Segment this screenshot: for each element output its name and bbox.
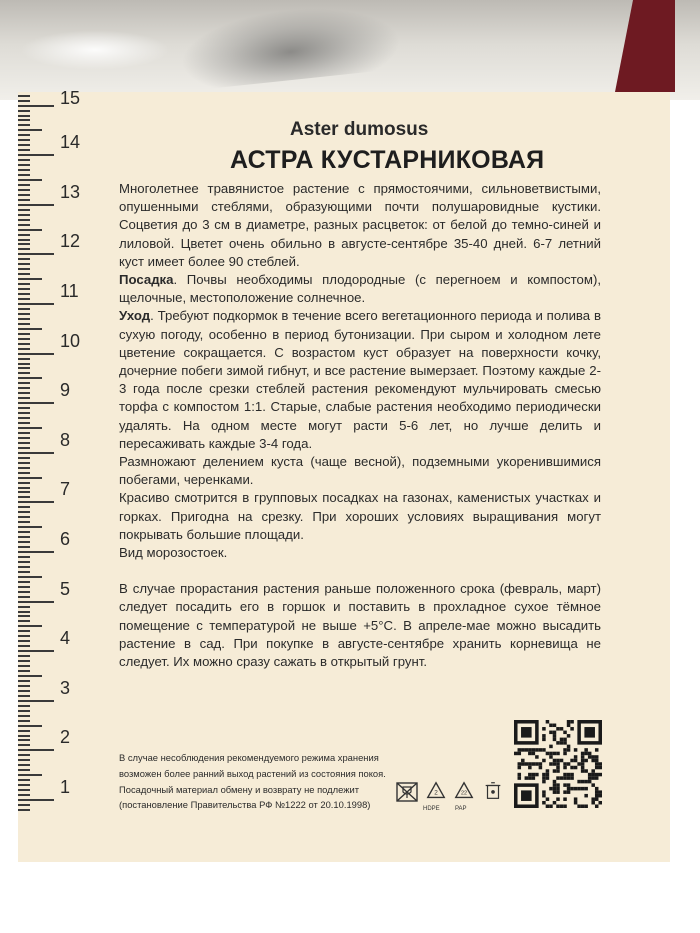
ruler-tick [18, 234, 30, 236]
ruler-tick [18, 164, 30, 166]
ruler-tick [18, 675, 42, 677]
paragraph-gap [119, 562, 601, 580]
ruler-tick [18, 243, 30, 245]
storage-line-3: Посадочный материал обмену и возврату не подлежит [119, 783, 360, 795]
ruler-number: 7 [60, 479, 71, 500]
ruler-tick [18, 700, 54, 702]
pap-label: PAP [455, 806, 467, 812]
ruler-tick [18, 774, 42, 776]
ruler-tick [18, 159, 30, 161]
ruler-tick [18, 462, 30, 464]
hardiness-paragraph: Вид морозостоек. [119, 545, 228, 561]
ruler-tick [18, 387, 30, 389]
ruler-tick [18, 670, 30, 672]
ruler-tick [18, 452, 54, 454]
ruler-tick [18, 640, 30, 642]
ruler-tick [18, 601, 54, 603]
ruler-tick [18, 725, 42, 727]
ruler-tick [18, 606, 30, 608]
ruler-tick [18, 526, 42, 528]
ruler-tick [18, 184, 30, 186]
ruler-tick [18, 273, 30, 275]
ruler-tick [18, 209, 30, 211]
ruler-tick [18, 100, 30, 102]
maroon-packaging-corner [615, 0, 675, 92]
ruler-tick [18, 735, 30, 737]
ruler-tick [18, 720, 30, 722]
ruler-tick [18, 338, 30, 340]
ruler-tick [18, 412, 30, 414]
bag-crease-shadow [177, 0, 403, 91]
latin-name: Aster dumosus [290, 119, 429, 140]
ruler-tick [18, 432, 30, 434]
ruler-number: 13 [60, 181, 81, 202]
ruler-tick [18, 174, 30, 176]
ruler-tick [18, 248, 30, 250]
ruler-tick [18, 194, 30, 196]
ruler-tick [18, 789, 30, 791]
svg-text:22: 22 [460, 790, 468, 797]
ruler-tick [18, 635, 30, 637]
ruler-tick [18, 759, 30, 761]
ruler-number: 2 [60, 727, 71, 748]
ruler-tick [18, 804, 30, 806]
ruler-tick [18, 546, 30, 548]
ruler-tick [18, 278, 42, 280]
hdpe-label: HDPE [423, 806, 440, 812]
ruler-tick [18, 179, 42, 181]
ruler-tick [18, 710, 30, 712]
ruler-tick [18, 298, 30, 300]
ruler-tick [18, 144, 30, 146]
storage-line-2: возможен более ранний выход растений из состояния покоя. [119, 767, 386, 779]
ruler-tick [18, 189, 30, 191]
recycle-hdpe-icon [425, 780, 447, 802]
planting-text: . Почвы необходимы плодородные (с перегноем и компостом), щелочные, местоположение солнечное. [119, 272, 601, 306]
ruler-tick [18, 372, 30, 374]
ruler-tick [18, 730, 30, 732]
ruler-tick [18, 348, 30, 350]
ruler-tick [18, 690, 30, 692]
ruler-tick [18, 392, 30, 394]
ruler-tick [18, 318, 30, 320]
ruler-number: 9 [60, 380, 71, 401]
ruler-tick [18, 427, 42, 429]
propagation-paragraph: Размножают делением куста (чаще весной), подземными укоренившимися побегами, черенками. [119, 454, 601, 488]
ruler-number: 1 [60, 777, 71, 797]
ruler-tick [18, 611, 30, 613]
ruler-tick [18, 625, 42, 627]
ruler-tick [18, 571, 30, 573]
ruler [18, 88, 88, 862]
ruler-tick [18, 739, 30, 741]
packaging-symbols [395, 780, 505, 816]
ruler-tick [18, 705, 30, 707]
ruler-number: 6 [60, 529, 71, 549]
ruler-tick [18, 214, 30, 216]
recycle-pap-icon [453, 780, 475, 802]
usage-paragraph: Красиво смотрится в групповых посадках на газонах, каменистых участках и горках. Пригодна на срезку. При хороших условиях выращивания могут покрывать большие площади. [119, 490, 601, 542]
ruler-tick [18, 615, 30, 617]
ruler-tick [18, 313, 30, 315]
ruler-number: 12 [60, 231, 81, 252]
ruler-tick [18, 809, 30, 811]
ruler-tick [18, 333, 30, 335]
ruler-number: 15 [60, 88, 81, 108]
ruler-tick [18, 650, 54, 652]
ruler-number: 5 [60, 578, 71, 599]
ruler-number: 10 [60, 330, 81, 351]
planting-paragraph [119, 271, 601, 307]
ruler-tick [18, 536, 30, 538]
ruler-number: 3 [60, 677, 71, 698]
seed-label-card [18, 88, 670, 862]
ruler-tick [18, 417, 30, 419]
no-fragile-icon [395, 780, 419, 804]
ruler-tick [18, 149, 30, 151]
ruler-tick [18, 199, 30, 201]
ruler-number: 11 [60, 281, 79, 301]
ruler-tick [18, 516, 30, 518]
ruler-tick [18, 353, 54, 355]
ruler-tick [18, 506, 30, 508]
ruler-tick [18, 358, 30, 360]
ruler-tick [18, 139, 30, 141]
ruler-tick [18, 115, 30, 117]
care-paragraph [119, 307, 601, 453]
ruler-tick [18, 95, 30, 97]
ruler-tick [18, 447, 30, 449]
ruler-tick [18, 596, 30, 598]
ruler-tick [18, 253, 54, 255]
ruler-tick [18, 561, 30, 563]
ruler-tick [18, 620, 30, 622]
ruler-tick [18, 367, 30, 369]
page-title: АСТРА КУСТАРНИКОВАЯ [230, 146, 545, 174]
ruler-tick [18, 566, 30, 568]
ruler-tick [18, 377, 42, 379]
ruler-tick [18, 586, 30, 588]
care-label: Уход [119, 308, 151, 324]
ruler-tick [18, 630, 30, 632]
ruler-tick [18, 521, 30, 523]
storage-line-1: В случае несоблюдения рекомендуемого режима хранения [119, 752, 379, 763]
ruler-tick [18, 531, 30, 533]
ruler-number: 8 [60, 429, 71, 450]
ruler-tick [18, 283, 30, 285]
ruler-tick [18, 343, 30, 345]
bag-highlight [20, 30, 170, 70]
ruler-tick [18, 105, 54, 107]
ruler-tick [18, 645, 30, 647]
ruler-tick [18, 258, 30, 260]
ruler-tick [18, 477, 42, 479]
svg-text:2: 2 [434, 789, 438, 797]
early-sprouting-paragraph: В случае прорастания растения раньше положенного срока (февраль, март) следует посадить его в горшок и поставить в прохладное сухое тёмное помещение с температурой не выше +5°С. В апреле-мае можно высадить растение в сад. При покупке в августе-сентябре хранить корневища не следует. Их можно сразу сажать в открытый грунт. [119, 581, 601, 670]
ruler-tick [18, 129, 42, 131]
ruler-tick [18, 784, 30, 786]
ruler-tick [18, 437, 30, 439]
ruler-number: 4 [60, 628, 71, 649]
intro-paragraph: Многолетнее травянистое растение с прямостоячими, сильноветвистыми, опушенными стеблями, образующими почти полушаровидные кустики. Соцветия до 3 см в диаметре, разных расцветок: от белой до темно-синей и лиловой. Цветет очень обильно в августе-сентябре 35-40 дней. 6-7 летний куст имеет более 90 стеблей. [119, 181, 601, 269]
ruler-tick [18, 382, 30, 384]
ruler-tick [18, 799, 54, 801]
ruler-tick [18, 779, 30, 781]
ruler-tick [18, 467, 30, 469]
ruler-tick [18, 794, 30, 796]
storage-line-4: (постановление Правительства РФ №1222 от 20.10.1998) [119, 799, 371, 811]
ruler-number: 14 [60, 132, 81, 153]
ruler-tick [18, 511, 30, 513]
ruler-tick [18, 422, 30, 424]
ruler-tick [18, 665, 30, 667]
ruler-tick [18, 204, 54, 206]
ruler-tick [18, 229, 42, 231]
ruler-tick [18, 556, 30, 558]
ruler-tick [18, 744, 30, 746]
ruler-tick [18, 303, 54, 305]
ruler-tick [18, 685, 30, 687]
ruler-tick [18, 154, 54, 156]
ruler-tick [18, 134, 30, 136]
ruler-tick [18, 402, 54, 404]
ruler-tick [18, 764, 30, 766]
ruler-tick [18, 496, 30, 498]
ruler-tick [18, 660, 30, 662]
storage-notice [119, 750, 409, 813]
ruler-tick [18, 581, 30, 583]
ruler-tick [18, 551, 54, 553]
ruler-tick [18, 288, 30, 290]
ruler-tick [18, 576, 42, 578]
ruler-tick [18, 308, 30, 310]
ruler-tick [18, 457, 30, 459]
ruler-tick [18, 487, 30, 489]
ruler-tick [18, 482, 30, 484]
ruler-tick [18, 680, 30, 682]
ruler-tick [18, 293, 30, 295]
ruler-tick [18, 268, 30, 270]
ruler-tick [18, 169, 30, 171]
ruler-tick [18, 472, 30, 474]
ruler-tick [18, 323, 30, 325]
ruler-tick [18, 110, 30, 112]
ruler-tick [18, 754, 30, 756]
ruler-tick [18, 219, 30, 221]
ruler-tick [18, 407, 30, 409]
ruler-tick [18, 124, 30, 126]
ruler-tick [18, 263, 30, 265]
qr-code [514, 720, 602, 808]
ruler-tick [18, 591, 30, 593]
ruler-tick [18, 541, 30, 543]
ruler-tick [18, 442, 30, 444]
description-block [119, 180, 601, 671]
bin-icon [483, 780, 503, 802]
ruler-tick [18, 397, 30, 399]
ruler-tick [18, 119, 30, 121]
plastic-bag-top [0, 0, 700, 100]
ruler-tick [18, 695, 30, 697]
ruler-tick [18, 239, 30, 241]
ruler-tick [18, 749, 54, 751]
planting-label: Посадка [119, 272, 174, 288]
ruler-tick [18, 769, 30, 771]
care-text: . Требуют подкормок в течение всего вегетационного периода и полива в сухую погоду, особенно в период бутонизации. При сыром и холодном лете цветение сокращается. С возрастом куст образует на поверхности кочку, дочерние побеги зимой гибнут, и все растение вымерзает. Поэтому каждые 2-3 года после срезки стеблей растения рекомендуют мульчировать смесью торфа с компостом 1:1. Старые, слабые растения необходимо периодически удалять. На одном месте могут расти 5-6 лет, но лучше делить и пересаживать каждые 3-4 года. [119, 308, 601, 451]
ruler-tick [18, 328, 42, 330]
ruler-tick [18, 715, 30, 717]
ruler-tick [18, 491, 30, 493]
ruler-tick [18, 224, 30, 226]
ruler-tick [18, 655, 30, 657]
ruler-tick [18, 363, 30, 365]
ruler-tick [18, 501, 54, 503]
